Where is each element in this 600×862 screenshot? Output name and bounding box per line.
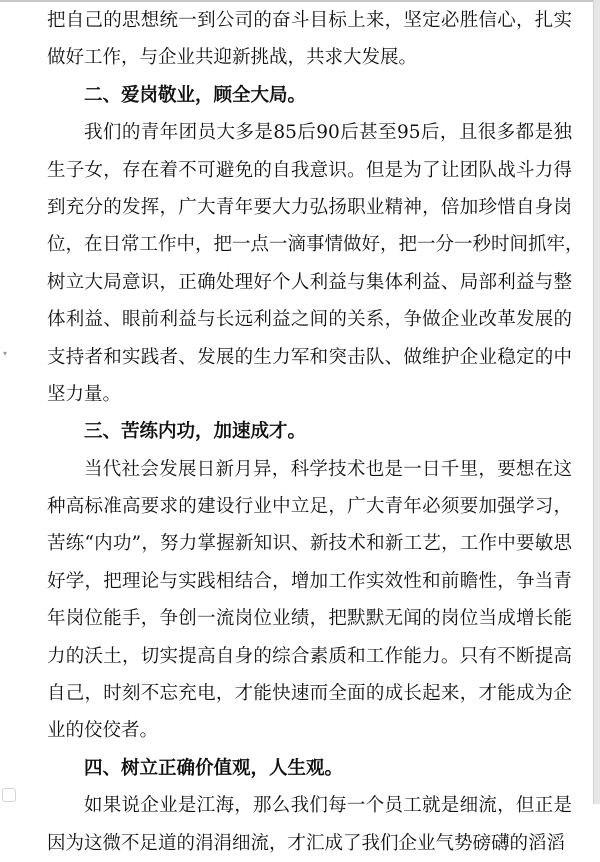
- paragraph-line: 力的沃土，切实提高自身的综合素质和工作能力。只有不断提高: [47, 645, 572, 667]
- paragraph-first-line: 如果说企业是江海，那么我们每一个员工就是细流，但正是: [84, 795, 572, 817]
- paragraph-line: 自己，时刻不忘充电，才能快速而全面的成长起来，才能成为企: [47, 683, 572, 705]
- paragraph-line: 种高标准高要求的建设行业中立足，广大青年必须要加强学习，: [47, 496, 572, 518]
- margin-marker-icon: ▾: [3, 349, 8, 358]
- paragraph-line: 好学，把理论与实践相结合，增加工作实效性和前瞻性，争当青: [47, 570, 572, 592]
- paragraph-line: 做好工作，与企业共迎新挑战，共求大发展。: [47, 47, 418, 69]
- paragraph-line: 支持者和实践者、发展的生力军和突击队、做维护企业稳定的中: [47, 346, 572, 368]
- document-body[interactable]: [47, 2, 584, 862]
- paragraph-first-line: 当代社会发展日新月异，科学技术也是一日千里，要想在这: [84, 458, 572, 480]
- paragraph-first-line: 我们的青年团员大多是85后90后甚至95后，且很多都是独: [84, 122, 572, 144]
- section-heading: 四、树立正确价值观，人生观。: [84, 757, 344, 779]
- paragraph-line: 因为这微不足道的涓涓细流，才汇成了我们企业气势磅礴的滔滔: [47, 832, 566, 854]
- watermark: [2, 788, 16, 802]
- paragraph-line: 业的佼佼者。: [47, 720, 159, 742]
- paragraph-line: 把自己的思想统一到公司的奋斗目标上来，坚定必胜信心，扎实: [47, 10, 572, 31]
- paragraph-line: 苦练“内功”，努力掌握新知识、新技术和新工艺，工作中要敏思: [47, 533, 572, 555]
- paragraph-line: 位，在日常工作中，把一点一滴事情做好，把一分一秒时间抓牢，: [47, 234, 584, 256]
- paragraph-line: 树立大局意识，正确处理好个人利益与集体利益、局部利益与整: [47, 271, 572, 293]
- section-heading: 二、爱岗敬业，顾全大局。: [84, 84, 307, 106]
- paragraph-line: 坚力量。: [47, 383, 122, 405]
- paragraph-line: 到充分的发挥，广大青年要大力弘扬职业精神，倍加珍惜自身岗: [47, 196, 572, 218]
- vertical-scrollbar[interactable]: [593, 0, 600, 804]
- paragraph-line: 生子女，存在着不可避免的自我意识。但是为了让团队战斗力得: [47, 159, 572, 181]
- paragraph-line: 年岗位能手，争创一流岗位业绩，把默默无闻的岗位当成增长能: [47, 608, 572, 630]
- watermark-logo-icon: [2, 788, 16, 802]
- section-heading: 三、苦练内功，加速成才。: [84, 421, 307, 443]
- paragraph-line: 体利益、眼前利益与长远利益之间的关系，争做企业改革发展的: [47, 309, 572, 331]
